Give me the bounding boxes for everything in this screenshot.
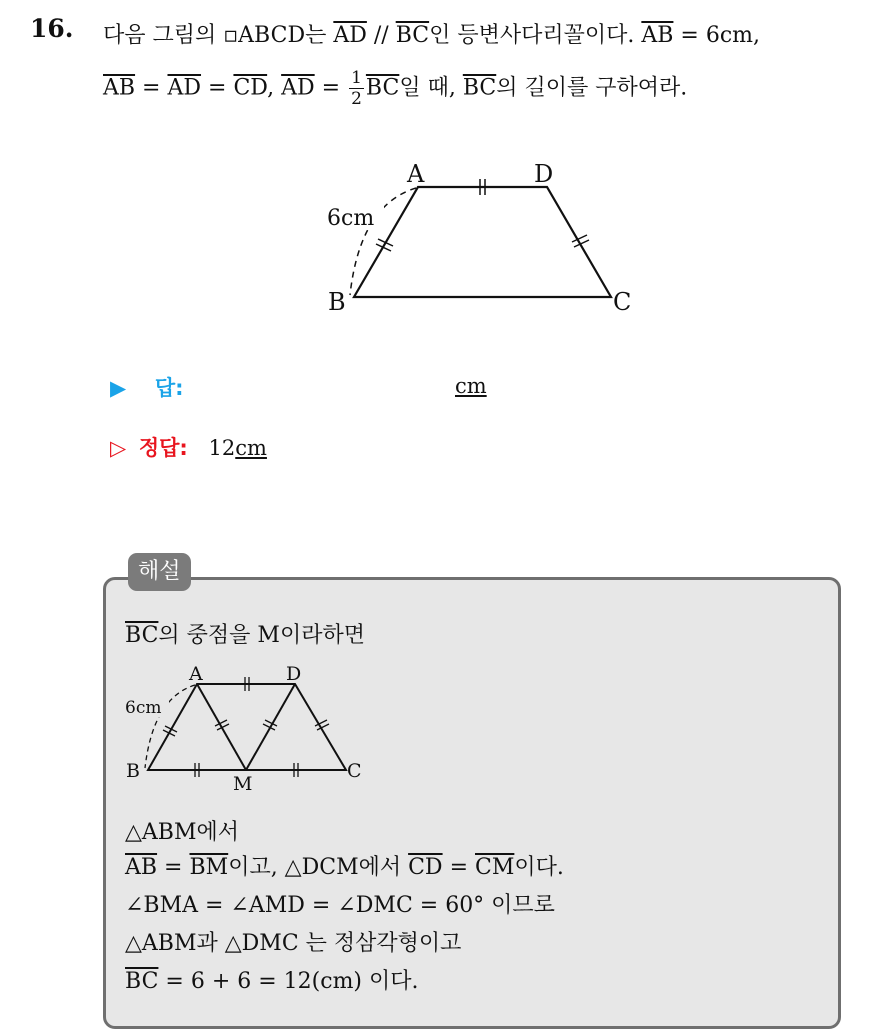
segment-dm — [246, 684, 295, 770]
equals: = — [442, 855, 475, 880]
segment-ab: $\overline{AB}$ — [103, 75, 136, 101]
solution-text: 의 중점을 M이라하면 — [158, 623, 365, 648]
vertex-label-m: M — [233, 773, 253, 795]
correct-answer-row — [110, 432, 267, 462]
vertex-label-d: D — [534, 160, 554, 188]
trapezoid-shape — [148, 684, 346, 770]
segment-bc: $\overline{BC}$ — [395, 23, 430, 48]
correct-unit: cm — [235, 436, 267, 460]
fraction-numerator: 1 — [351, 68, 362, 88]
segment-ab: $\overline{AB}$ — [641, 23, 674, 48]
vertex-label-a: A — [189, 663, 203, 685]
answer-unit: cm — [455, 374, 487, 398]
vertex-label-c: C — [613, 288, 632, 316]
answer-row — [110, 372, 184, 402]
question-line-1 — [103, 18, 760, 49]
segment-bc: $\overline{BC}$ — [365, 75, 400, 101]
segment-bc: $\overline{BC}$ — [125, 623, 159, 648]
segment-ad: $\overline{AD}$ — [333, 23, 367, 48]
correct-arrow-icon: ▷ — [110, 436, 127, 460]
correct-label: 정답: — [138, 436, 188, 460]
fraction-denominator: 2 — [351, 89, 362, 109]
solution-line-3 — [125, 850, 564, 881]
fraction-one-half — [349, 68, 364, 109]
solution-line-6 — [125, 964, 419, 995]
segment-bc: $\overline{BC}$ — [125, 969, 159, 994]
segment-cd: $\overline{CD}$ — [408, 855, 443, 880]
equals: = — [157, 855, 190, 880]
question-number: 16. — [30, 14, 74, 43]
question-text: 인 등변사다리꼴이다. — [429, 23, 642, 48]
equals: = — [314, 75, 348, 101]
vertex-label-c: C — [347, 760, 362, 782]
solution-line-4: ∠BMA = ∠AMD = ∠DMC = 60° 이므로 — [125, 893, 555, 918]
correct-value: 12 — [208, 436, 236, 460]
solution-figure — [118, 656, 378, 796]
solution-tag: 해설 — [128, 553, 191, 591]
question-text: = 6cm, — [673, 23, 761, 48]
solution-text: 이다. — [514, 855, 564, 880]
vertex-label-b: B — [328, 288, 346, 316]
question-text: 의 길이를 구하여라. — [496, 75, 688, 101]
answer-label: 답: — [154, 376, 184, 400]
vertex-label-a: A — [407, 160, 425, 188]
parallel-symbol: // — [366, 23, 396, 48]
segment-ad: $\overline{AD}$ — [281, 75, 315, 101]
solution-text: 이고, △DCM에서 — [228, 855, 409, 880]
equals: = — [135, 75, 168, 101]
solution-line-5: △ABM과 △DMC 는 정삼각형이고 — [125, 931, 462, 956]
length-label-6cm: 6cm — [125, 698, 162, 718]
solution-line-2: △ABM에서 — [125, 820, 240, 845]
segment-bm: $\overline{BM}$ — [189, 855, 229, 880]
segment-ab: $\overline{AB}$ — [125, 855, 158, 880]
solution-text: = 6 + 6 = 12(cm) 이다. — [158, 969, 419, 994]
segment-am — [197, 684, 246, 770]
equals: = — [201, 75, 234, 101]
question-text: 일 때, — [399, 75, 463, 101]
vertex-label-d: D — [286, 663, 302, 685]
solution-line-1 — [125, 618, 365, 649]
trapezoid-figure — [300, 150, 660, 325]
segment-ad: $\overline{AD}$ — [167, 75, 202, 101]
segment-cd: $\overline{CD}$ — [233, 75, 268, 101]
segment-bc: $\overline{BC}$ — [462, 75, 497, 101]
length-label-6cm: 6cm — [327, 206, 375, 231]
segment-cm: $\overline{CM}$ — [475, 855, 515, 880]
answer-arrow-icon: ▶ — [110, 376, 127, 400]
question-text: 다음 그림의 ▫ABCD는 — [103, 23, 334, 48]
comma: , — [267, 75, 282, 101]
question-line-2 — [103, 68, 687, 109]
vertex-label-b: B — [126, 760, 140, 782]
